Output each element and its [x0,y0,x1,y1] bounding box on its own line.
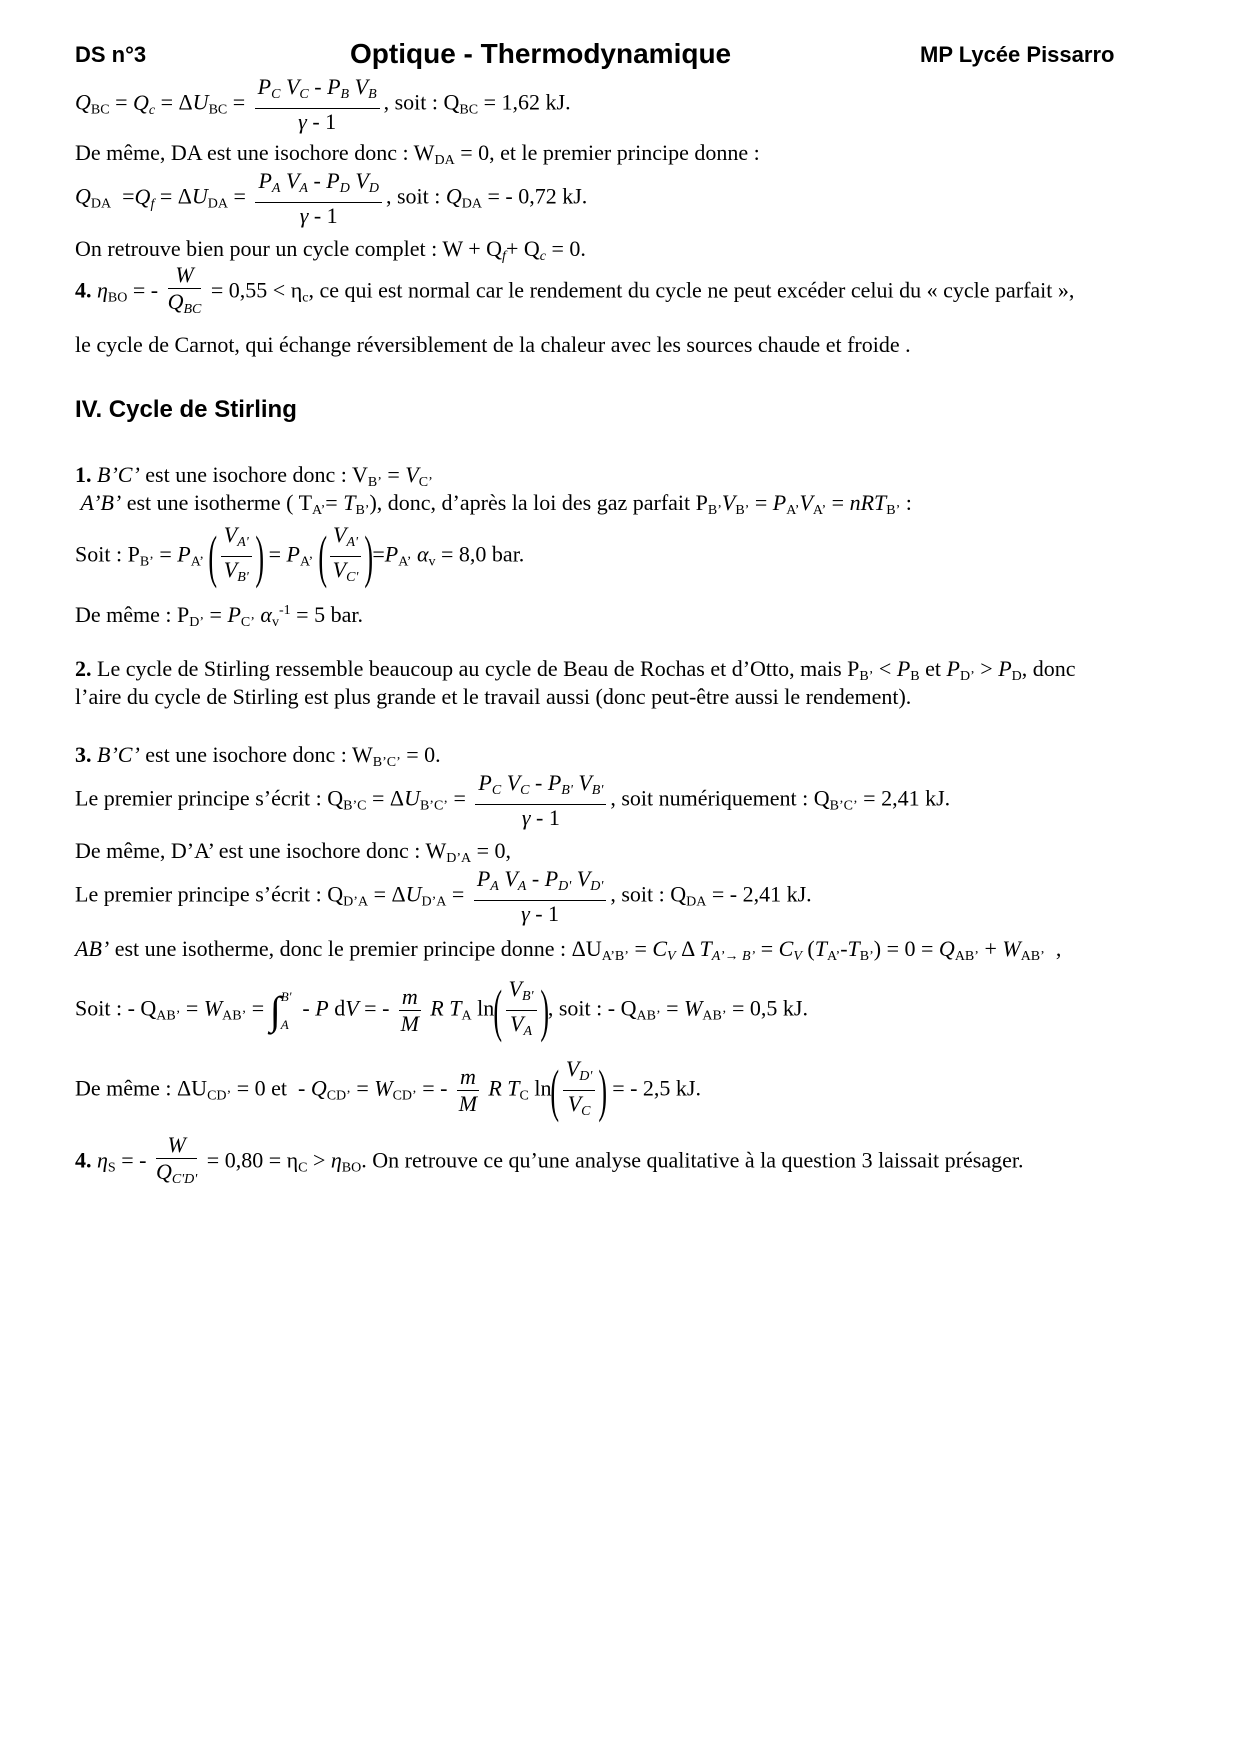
header-right: MP Lycée Pissarro [920,42,1115,67]
p2-line2: l’aire du cycle de Stirling est plus grande et le travail aussi (donc peut-être aussi le rendement). [75,684,912,709]
q4-line2: le cycle de Carnot, qui échange réversiblement de la chaleur avec les sources chaude et froide . [75,332,911,357]
qda-equation: $Q_{DA} =Q_f = \Delta U_{DA}$ = $\frac{P_A V_A - P_D V_D}{\gamma - 1}$ , soit : $Q_{DA}$ = - 0,72 kJ. [75,168,588,228]
p3-soit: Soit : - $Q_{AB’} = W_{AB’} = \int B'$ A - P dV = - $\frac{m}{M}$ R $T_A$ ln( $\frac{V_{B'}}{V_A}$ ), soit : - $Q_{AB’} = W_{AB’} = 0,5$ kJ. [75,976,808,1043]
header-left: DS n°3 [75,42,147,67]
p2-line1: 2. Le cycle de Stirling ressemble beaucoup au cycle de Beau de Rochas et d’Otto, mais $P_{B’} < P_B$ et $P_{D’} > P_D$, donc [75,656,1076,684]
p3-first-principle: Le premier principe s’écrit : $Q_{B’C} = \Delta U_{B’C’}$ = $\frac{P_C V_C - P_{B'} V_{B'}}{\gamma - 1}$ , soit numériquement : $Q_{B’C’} = 2,41$ kJ. [75,770,951,830]
header-title: Optique - Thermodynamique [350,38,732,69]
qbc-equation: $Q_{BC} = Q_c = \Delta U_{BC}$ = $\frac{P_C V_C - P_B V_B}{\gamma - 1}$ , soit : $Q_{BC} = 1,62$ kJ. [75,74,571,134]
p3-meme: De même : $\Delta U_{CD’} = 0$ et - $Q_{CD’} = W_{CD’}$ = - $\frac{m}{M}$ R $T_C$ ln( $\frac{V_{D'}}{V_C}$ ) = - 2,5 kJ. [75,1056,701,1123]
p3-da-line: De même, D’A’ est une isochore donc : $W_{D’A} = 0$, [75,838,512,866]
p4-efficiency: 4. $\eta_S$ = - $\frac{W}{Q_{C'D'}}$ = $0,80 = \eta_C > \eta_{BO}$. On retrouve ce qu’une analyse qualitative à la question 3 laissait présager. [75,1132,1024,1187]
section-title: IV. Cycle de Stirling [75,396,297,423]
p3-line1: 3. B’C’ est une isochore donc : $W_{B’C’} = 0$. [75,742,441,770]
p1-line1: 1. B’C’ est une isochore donc : $V_{B’} = V_{C’}$ [75,462,433,490]
da-isochore-line: De même, DA est une isochore donc : $W_{DA} = 0$, et le premier principe donne : [75,140,760,168]
p1-line2: A’B’ est une isotherme ( $T_{A’}= T_{B’}$), donc, d’après la loi des gaz parfait $P_{B’}V_{B’} = P_{A’}V_{A’} = nRT_{B’}$ : [80,490,912,518]
p1-soit: Soit : $P_{B’} = P_{A’}$ ( $\frac{V_{A'}}{V_{B'}}$ ) = $P_{A’}$ ( $\frac{V_{A'}}{V_{C'}}$ )$=P_{A’}$ $\alpha_v = 8,0$ bar. [75,522,525,589]
cycle-complete-line: On retrouve bien pour un cycle complet : $W + Q_f+ Q_c = 0$. [75,236,586,264]
p3-ab-isotherme: AB’ est une isotherme, donc le premier principe donne : $\Delta U_{A’B’} = C_V$ Δ $T_{A’\to B’} = C_V$ $(T_{A’}-T_{B’}) = 0 = Q_{AB’} + W_{AB’}$ , [75,936,1062,964]
p1-meme: De même : $P_{D’} = P_{C’}$ $\alpha_v^{-1} = 5$ bar. [75,602,363,630]
q4-efficiency: 4. $\eta_{BO}$ = - $\frac{W}{Q_{BC}}$ = $0,55 < \eta_c$, ce qui est normal car le rendement du cycle ne peut excéder celui du « cycle parfait », [75,262,1075,317]
p3-first-principle-2: Le premier principe s’écrit : $Q_{D’A} = \Delta U_{D’A}$ = $\frac{P_A V_A - P_{D'} V_{D'}}{\gamma - 1}$ , soit : $Q_{DA}$ = - 2,41 kJ. [75,866,812,926]
